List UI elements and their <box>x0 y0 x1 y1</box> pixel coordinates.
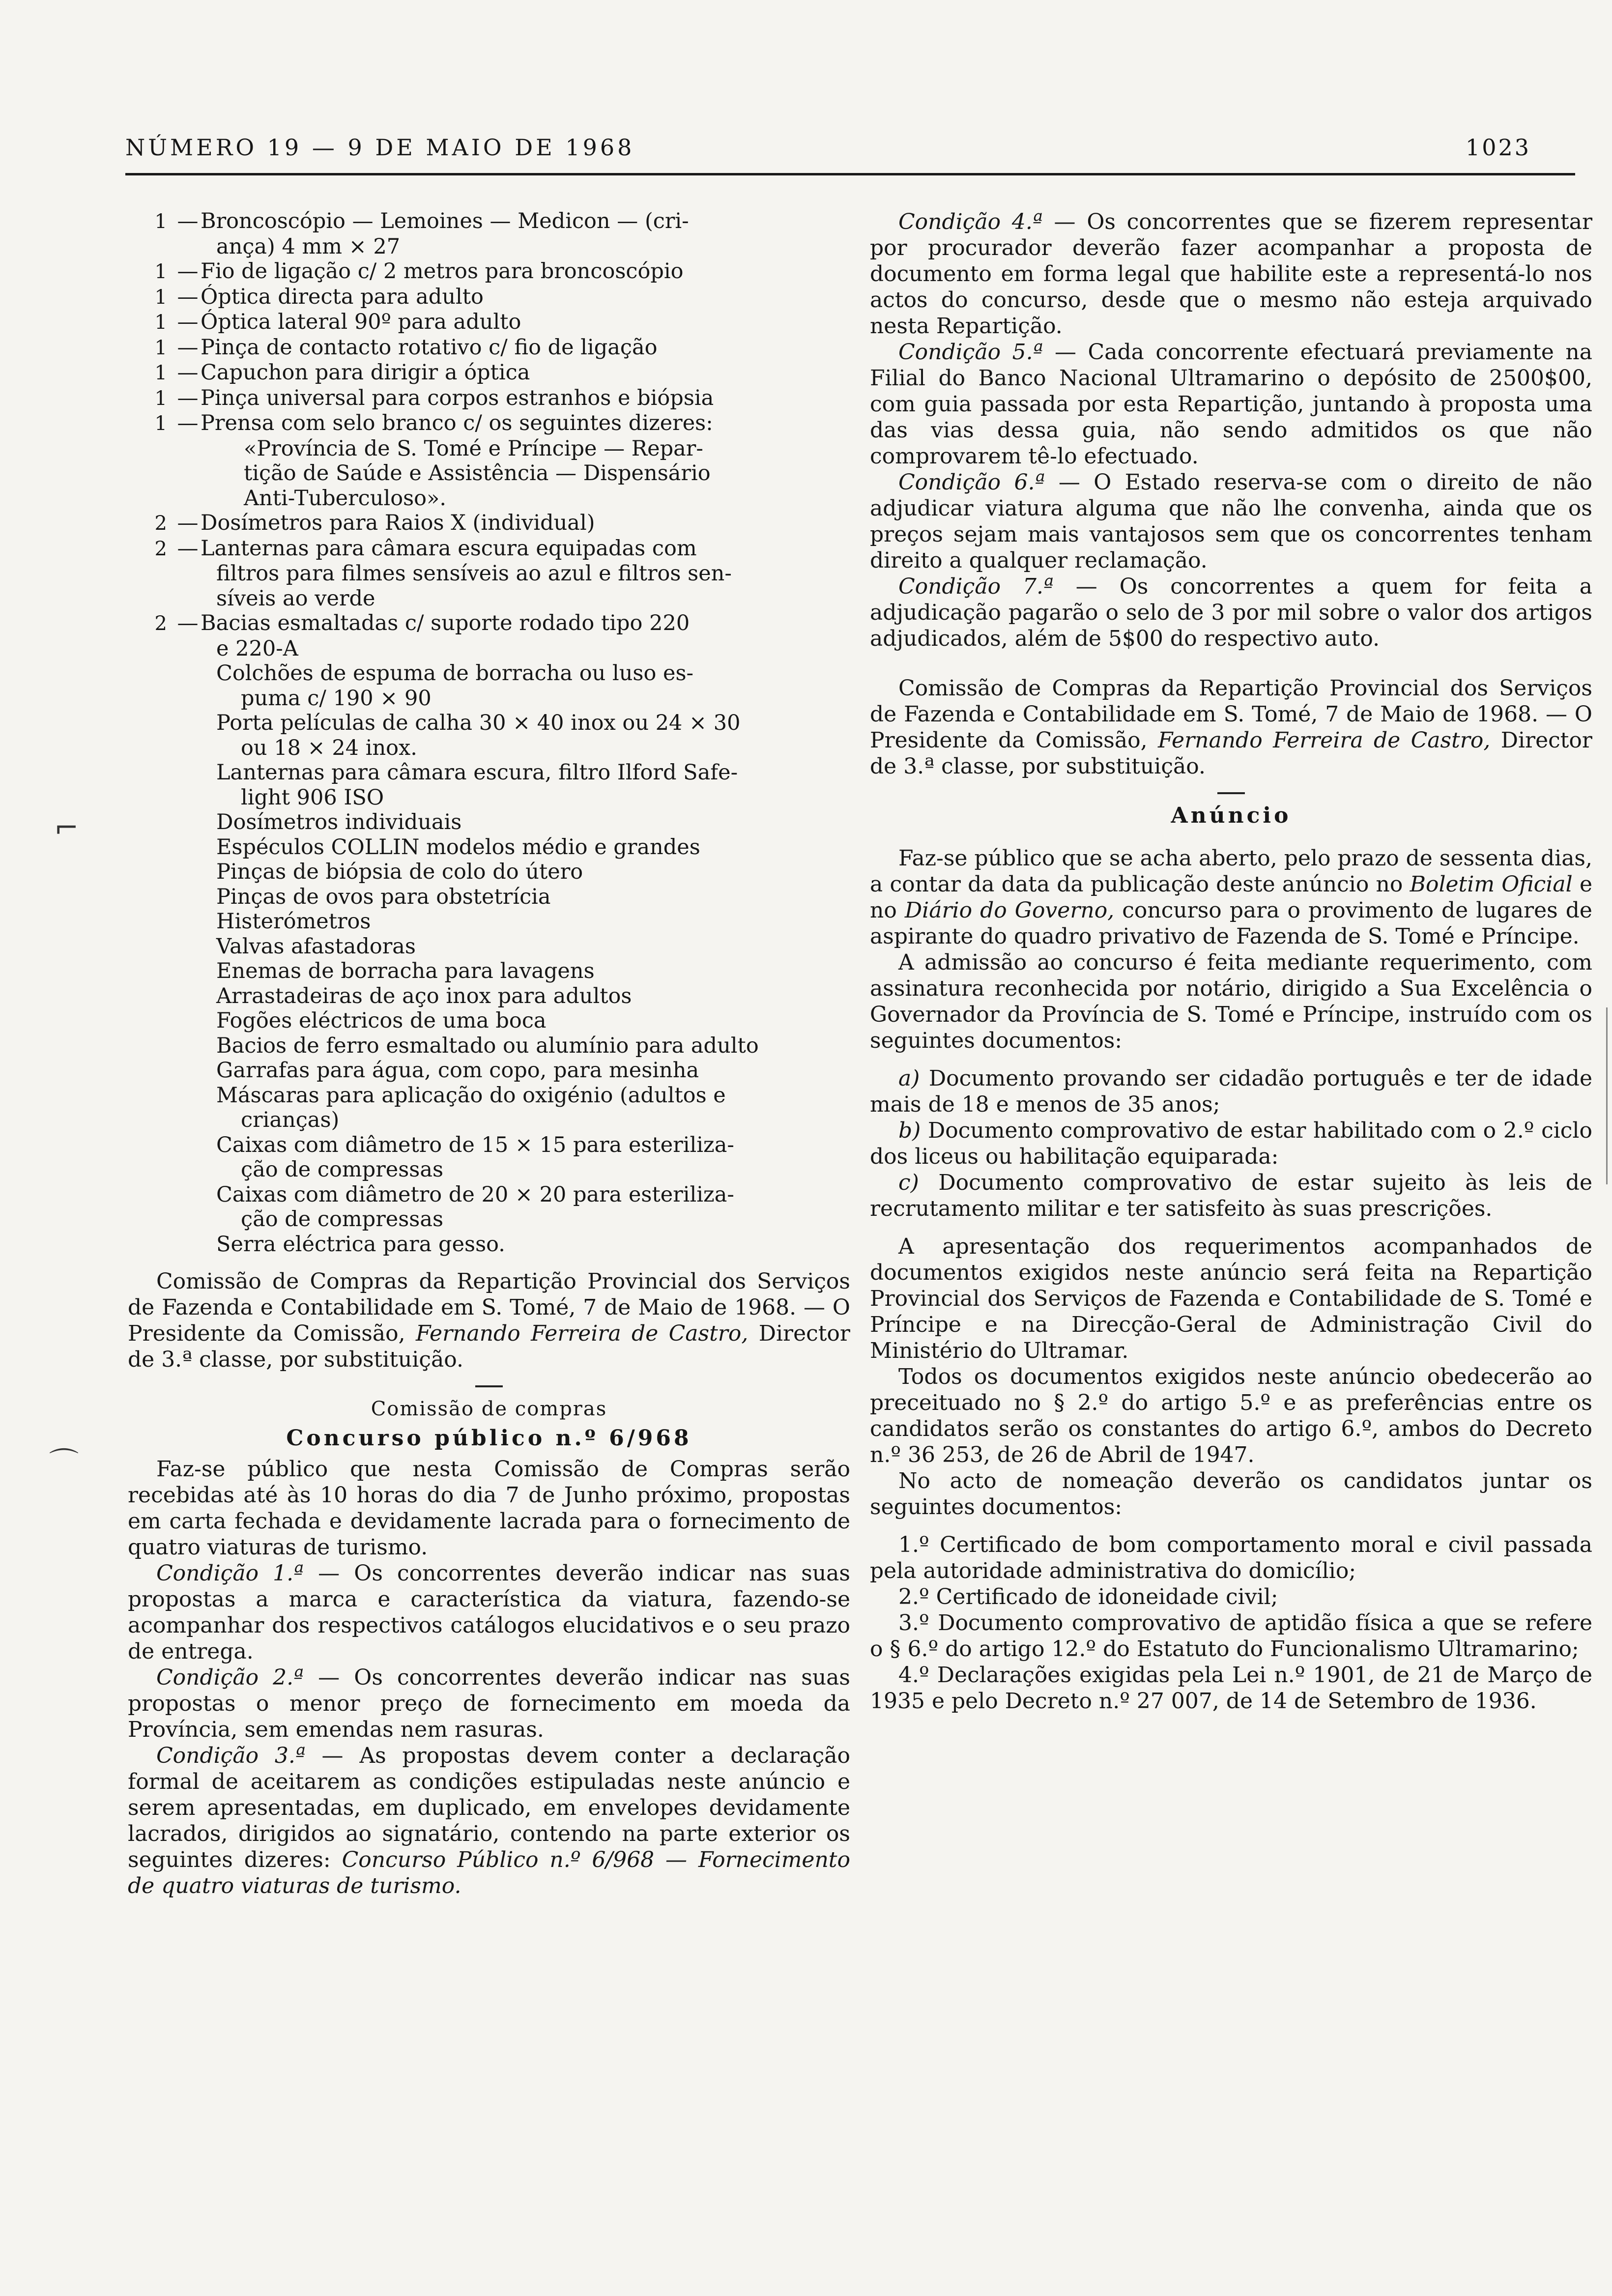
signatory-name: Fernando Ferreira de Castro, <box>415 1321 748 1346</box>
anuncio-paragraph: A admissão ao concurso é feita mediante requerimento, com assinatura reconhecida por notário, dirigido a Sua Excelência o Governador da Província de S. Tomé e Príncipe, instruído com os seguintes documentos: <box>870 950 1592 1053</box>
margin-bracket-mark: ⌐ <box>54 811 79 845</box>
list-item-continuation: puma c/ 190 × 90 <box>241 686 432 711</box>
list-item-continuation: ção de compressas <box>241 1157 444 1182</box>
stamp-text-line: tição de Saúde e Assistência — Dispensário <box>244 461 711 486</box>
anuncio-title: Anúncio <box>1171 803 1292 828</box>
section-divider <box>475 1385 503 1387</box>
anuncio-paragraph: Todos os documentos exigidos neste anúncio obedecerão ao preceituado no § 2.º do artigo 5.º e as preferências entre os candidatos serão os constantes do artigo 6.º, ambos do Decreto n.º 36 253, de 26 de Abril de 1947. <box>870 1364 1592 1467</box>
issue-title: NÚMERO 19 — 9 DE MAIO DE 1968 <box>125 134 635 161</box>
list-item: Porta películas de calha 30 × 40 inox ou 24 × 30 <box>216 711 741 735</box>
list-item: Fogões eléctricos de uma boca <box>216 1008 547 1033</box>
list-item: 2 — Dosímetros para Raios X (individual) <box>154 511 595 535</box>
list-item: Garrafas para água, com copo, para mesinha <box>216 1058 699 1083</box>
list-item: 1 — Prensa com selo branco c/ os seguintes dizeres: <box>154 411 713 435</box>
list-item-continuation: síveis ao verde <box>216 586 375 611</box>
list-item: Lanternas para câmara escura, filtro Ilford Safe- <box>216 760 738 785</box>
list-item: Enemas de borracha para lavagens <box>216 959 595 983</box>
list-item: Pinças de ovos para obstetrícia <box>216 884 551 909</box>
margin-bracket-mark: ⌒ <box>49 1446 79 1481</box>
condition-7: Condição 7.ª — Os concorrentes a quem for feita a adjudicação pagarão o selo de 3 por mil sobre o valor dos artigos adjudicados, além de 5$00 do respectivo auto. <box>870 574 1592 651</box>
condition-1: Condição 1.ª — Os concorrentes deverão indicar nas suas propostas a marca e característica da viatura, fazendo-se acompanhar dos respectivos catálogos elucidativos e o seu prazo de entrega. <box>128 1561 850 1664</box>
document-item-a: a) Documento provando ser cidadão português e ter de idade mais de 18 e menos de 35 anos; <box>870 1066 1592 1117</box>
right-column <box>870 209 1592 1714</box>
nomeacao-document: 4.º Declarações exigidas pela Lei n.º 1901, de 21 de Março de 1935 e pelo Decreto n.º 27 007, de 14 de Setembro de 1936. <box>870 1663 1592 1714</box>
anuncio-paragraph: Faz-se público que se acha aberto, pelo prazo de sessenta dias, a contar da data da publicação deste anúncio no Boletim Oficial e no Diário do Governo, concurso para o provimento de lugares de aspirante do quadro privativo de Fazenda de S. Tomé e Príncipe. <box>870 846 1592 949</box>
closing-paragraph: Comissão de Compras da Repartição Provincial dos Serviços de Fazenda e Contabilidade em S. Tomé, 7 de Maio de 1968. — O Presidente da Comissão, Fernando Ferreira de Castro, Director de 3.ª classe, por substituição. <box>870 676 1592 779</box>
condition-2: Condição 2.ª — Os concorrentes deverão indicar nas suas propostas o menor preço de fornecimento em moeda da Província, sem emendas nem rasuras. <box>128 1665 850 1742</box>
list-item: 1 — Óptica directa para adulto <box>154 284 484 309</box>
condition-5: Condição 5.ª — Cada concorrente efectuará previamente na Filial do Banco Nacional Ultramarino o depósito de 2500$00, com guia passada por esta Repartição, juntando à proposta uma das vias dessa guia, não sendo admitidos os que não comprovarem tê-lo efectuado. <box>870 340 1592 469</box>
closing-paragraph: Comissão de Compras da Repartição Provincial dos Serviços de Fazenda e Contabilidade em S. Tomé, 7 de Maio de 1968. — O Presidente da Comissão, Fernando Ferreira de Castro, Director de 3.ª classe, por substituição. <box>128 1269 850 1372</box>
list-item: Caixas com diâmetro de 15 × 15 para esteriliza- <box>216 1132 734 1157</box>
list-item: 1 — Óptica lateral 90º para adulto <box>154 310 521 334</box>
list-item: 2 — Bacias esmaltadas c/ suporte rodado tipo 220 <box>154 611 690 635</box>
list-item: Valvas afastadoras <box>216 934 416 959</box>
anuncio-paragraph: No acto de nomeação deverão os candidatos juntar os seguintes documentos: <box>870 1468 1592 1520</box>
list-item: Colchões de espuma de borracha ou luso es- <box>216 661 694 686</box>
signatory-name: Fernando Ferreira de Castro, <box>1157 728 1491 753</box>
list-item: 1 — Capuchon para dirigir a óptica <box>154 360 530 385</box>
page-number: 1023 <box>1465 134 1531 161</box>
anuncio-paragraph: A apresentação dos requerimentos acompanhados de documentos exigidos neste anúncio será feita na Repartição Provincial dos Serviços de Fazenda e Contabilidade de S. Tomé e Príncipe e na Direcção-Geral de Administração Civil do Ministério do Ultramar. <box>870 1234 1592 1363</box>
intro-paragraph: Faz-se público que nesta Comissão de Compras serão recebidas até às 10 horas do dia 7 de Junho próximo, propostas em carta fechada e devidamente lacrada para o fornecimento de quatro viaturas de turismo. <box>128 1457 850 1560</box>
list-item-continuation: crianças) <box>241 1108 340 1132</box>
list-item: Máscaras para aplicação do oxigénio (adultos e <box>216 1083 726 1108</box>
section-subtitle: Concurso público n.º 6/968 <box>286 1426 692 1451</box>
condition-4: Condição 4.ª — Os concorrentes que se fizerem representar por procurador deverão fazer acompanhar a proposta de documento em forma legal que habilite este a representá-lo nos actos do concurso, desde que o mesmo não esteja arquivado nesta Repartição. <box>870 209 1592 339</box>
list-item: 1 — Broncoscópio — Lemoines — Medicon — (cri- <box>154 209 689 233</box>
list-item: 1 — Fio de ligação c/ 2 metros para broncoscópio <box>154 259 684 284</box>
list-item: Pinças de biópsia de colo do útero <box>216 860 583 884</box>
list-item: Bacios de ferro esmaltado ou alumínio para adulto <box>216 1033 759 1058</box>
condition-3: Condição 3.ª — As propostas devem conter a declaração formal de aceitarem as condições estipuladas neste anúncio e serem apresentadas, em duplicado, em envelopes devidamente lacrados, dirigidos ao signatário, contendo na parte exterior os seguintes dizeres: Concurso Público n.º 6/968 — Fornecimento de quatro viaturas de turismo. <box>128 1743 851 1898</box>
list-item-continuation: ou 18 × 24 inox. <box>241 735 417 760</box>
nomeacao-document: 1.º Certificado de bom comportamento moral e civil passada pela autoridade administrativa do domicílio; <box>870 1532 1592 1583</box>
list-item-continuation: ção de compressas <box>241 1207 444 1232</box>
list-item: Espéculos COLLIN modelos médio e grandes <box>216 834 700 860</box>
section-divider <box>1217 792 1245 794</box>
list-item: Arrastadeiras de aço inox para adultos <box>216 983 632 1008</box>
left-column <box>128 209 850 1899</box>
list-item: Histerómetros <box>216 909 371 934</box>
list-item: Caixas com diâmetro de 20 × 20 para esteriliza- <box>216 1182 734 1207</box>
equipment-list <box>128 209 850 1257</box>
stamp-text-line: «Província de S. Tomé e Príncipe — Repar- <box>244 436 703 461</box>
document-item-b: b) Documento comprovativo de estar habilitado com o 2.º ciclo dos liceus ou habilitação equiparada: <box>870 1118 1592 1169</box>
list-item: 1 — Pinça de contacto rotativo c/ fio de ligação <box>154 335 658 360</box>
condition-6: Condição 6.ª — O Estado reserva-se com o direito de não adjudicar viatura alguma que não lhe convenha, ainda que os preços sejam mais vantajosos sem que os concorrentes tenham direito a qualquer reclamação. <box>870 470 1592 573</box>
page-header <box>125 125 1531 170</box>
stamp-text-line: Anti-Tuberculoso». <box>244 486 447 511</box>
nomeacao-document: 3.º Documento comprovativo de aptidão física a que se refere o § 6.º do artigo 12.º do Estatuto do Funcionalismo Ultramarino; <box>870 1610 1592 1662</box>
list-item: 2 — Lanternas para câmara escura equipadas com <box>154 536 697 561</box>
nomeacao-document: 2.º Certificado de idoneidade civil; <box>898 1584 1278 1609</box>
list-item: 1 — Pinça universal para corpos estranhos e biópsia <box>154 385 714 410</box>
scan-edge-mark <box>1606 1007 1608 1184</box>
section-title: Comissão de compras <box>371 1398 607 1420</box>
list-item-continuation: filtros para filmes sensíveis ao azul e filtros sen- <box>216 561 732 586</box>
list-item: Dosímetros individuais <box>216 810 462 834</box>
list-item-continuation: e 220-A <box>216 636 298 661</box>
list-item: Serra eléctrica para gesso. <box>216 1232 505 1257</box>
header-rule <box>125 173 1575 175</box>
list-item-continuation: light 906 ISO <box>241 785 384 810</box>
document-item-c: c) Documento comprovativo de estar sujeito às leis de recrutamento militar e ter satisfeito às suas prescrições. <box>870 1170 1592 1221</box>
list-item-continuation: ança) 4 mm × 27 <box>216 234 401 259</box>
